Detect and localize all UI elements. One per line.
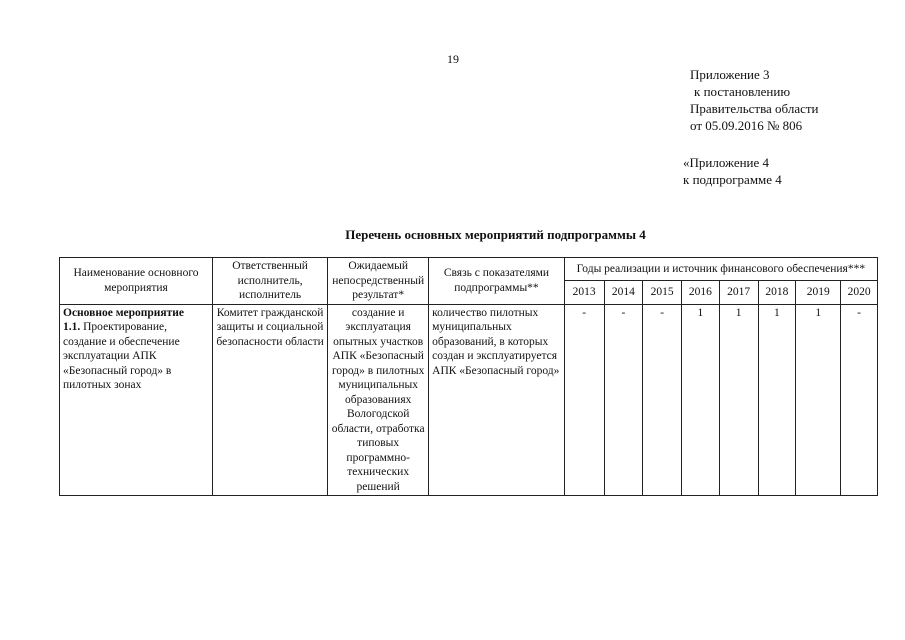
value-cell: - — [841, 304, 878, 496]
header-result: Ожидаемый непосредственный результат* — [328, 258, 429, 305]
measure-description: Проектирование, создание и обеспечение эксплуатации АПК «Безопасный город» в пилотных зонах — [63, 321, 180, 391]
appendix-3-line: Правительства области — [690, 101, 819, 116]
value-cell: - — [604, 304, 643, 496]
table-header-row — [60, 258, 878, 281]
year-header: 2018 — [758, 281, 796, 304]
table-row — [60, 304, 878, 496]
value-cell: 1 — [682, 304, 720, 496]
header-executor: Ответственный исполнитель, исполнитель — [212, 258, 327, 305]
document-title: Перечень основных мероприятий подпрограммы 4 — [345, 227, 646, 242]
executor-cell: Комитет гражданской защиты и социальной безопасности области — [212, 304, 327, 496]
result-cell: создание и эксплуатация опытных участков АПК «Безопасный город» в пилотных муниципальных образованиях Вологодской области, отработка типовых программно-технических решений — [328, 304, 429, 496]
header-link: Связь с показателями подпрограммы** — [429, 258, 565, 305]
year-header: 2013 — [564, 281, 604, 304]
measures-table — [59, 257, 878, 496]
value-cell: - — [564, 304, 604, 496]
appendix-3-line: Приложение 3 — [690, 67, 770, 82]
page-number: 19 — [447, 52, 459, 66]
measure-number: 1.1. — [63, 321, 81, 333]
value-cell: 1 — [719, 304, 758, 496]
header-name: Наименование основного мероприятия — [60, 258, 213, 305]
year-header: 2020 — [841, 281, 878, 304]
value-cell: 1 — [796, 304, 841, 496]
value-cell: - — [643, 304, 682, 496]
year-header: 2015 — [643, 281, 682, 304]
appendix-4-heading — [683, 154, 782, 188]
appendix-4-line: к подпрограмме 4 — [683, 172, 782, 187]
year-header: 2014 — [604, 281, 643, 304]
year-header: 2017 — [719, 281, 758, 304]
measure-label: Основное мероприятие — [63, 306, 185, 319]
link-cell: количество пилотных муниципальных образований, в которых создан и эксплуатируется АПК «Безопасный город» — [429, 304, 565, 496]
year-header: 2016 — [682, 281, 720, 304]
appendix-4-line: «Приложение 4 — [683, 155, 770, 170]
appendix-3-line: к постановлению — [694, 84, 791, 99]
header-years-group: Годы реализации и источник финансового обеспечения*** — [564, 258, 877, 281]
appendix-3-heading — [690, 66, 819, 134]
appendix-3-line: от 05.09.2016 № 806 — [690, 118, 803, 133]
measure-name-cell — [60, 304, 213, 496]
value-cell: 1 — [758, 304, 796, 496]
year-header: 2019 — [796, 281, 841, 304]
